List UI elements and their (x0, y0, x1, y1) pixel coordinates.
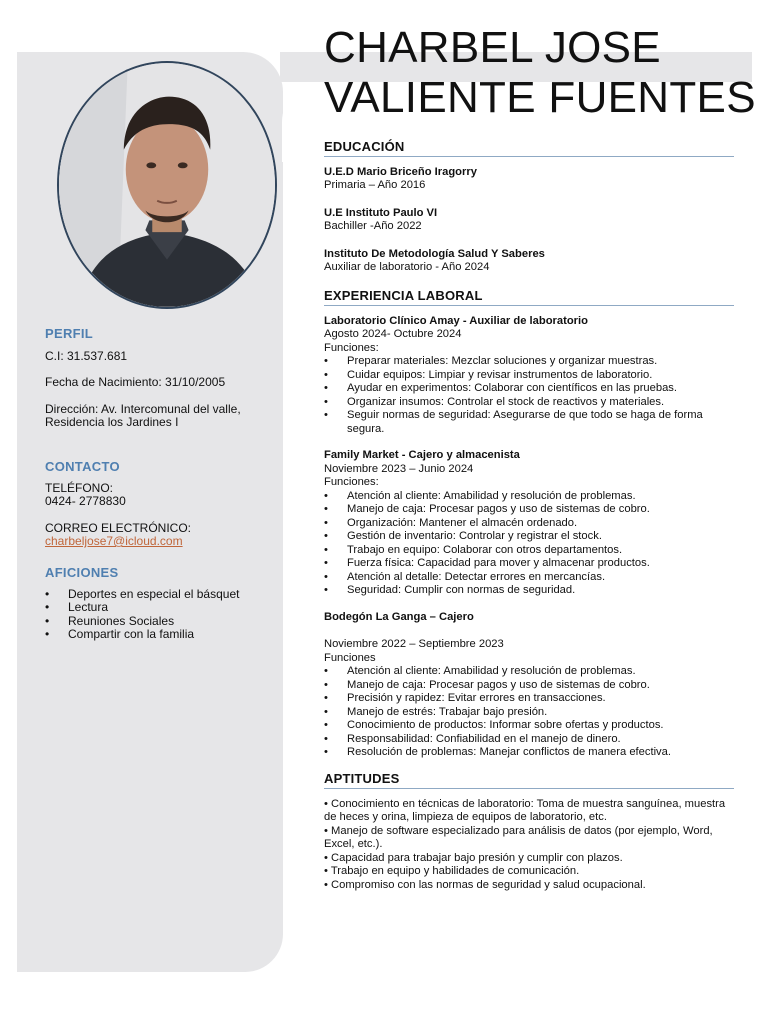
list-item: • Seguridad: Cumplir con normas de seguridad. (324, 584, 734, 598)
list-item: • Precisión y rapidez: Evitar errores en transacciones. (324, 692, 734, 706)
aptitude-item: • Compromiso con las normas de seguridad y salud ocupacional. (324, 878, 646, 891)
list-item: • Compartir con la familia (45, 628, 275, 642)
list-item: • Organizar insumos: Controlar el stock de reactivos y materiales. (324, 396, 734, 410)
list-item: • Atención al cliente: Amabilidad y resolución de problemas. (324, 665, 734, 679)
education-detail: Auxiliar de laboratorio - Año 2024 (324, 261, 490, 273)
name-line-2: VALIENTE FUENTES (324, 73, 756, 122)
job-title: Laboratorio Clínico Amay - Auxiliar de laboratorio (324, 314, 588, 327)
profile-photo-illustration (59, 63, 275, 307)
name-line-1: CHARBEL JOSE (324, 23, 661, 72)
job-functions-label: Funciones: (324, 476, 379, 488)
job-dates: Noviembre 2023 – Junio 2024 (324, 462, 474, 475)
list-item: • Atención al detalle: Detectar errores en mercancías. (324, 571, 734, 585)
list-item: • Seguir normas de seguridad: Asegurarse de que todo se haga de forma segura. (324, 409, 734, 436)
job-dates: Agosto 2024- Octubre 2024 (324, 328, 462, 340)
perfil-address-line-2: Residencia los Jardines I (45, 415, 179, 429)
list-item: • Trabajo en equipo: Colaborar con otros departamentos. (324, 544, 734, 558)
job-title: Bodegón La Ganga – Cajero (324, 610, 474, 623)
job-functions-label: Funciones (324, 651, 376, 664)
list-item: • Atención al cliente: Amabilidad y resolución de problemas. (324, 490, 734, 504)
email-label: CORREO ELECTRÓNICO: (45, 520, 192, 535)
phone-number: 0424- 2778830 (45, 494, 126, 508)
aficiones-list (45, 588, 275, 642)
aptitude-item: • Conocimiento en técnicas de laboratorio: Toma de muestra sanguínea, muestra de heces y orina, limpieza de equipos de laboratorio, etc. (324, 797, 726, 823)
aptitude-item: • Trabajo en equipo y habilidades de comunicación. (324, 865, 580, 877)
aptitude-item: • Capacidad para trabajar bajo presión y cumplir con plazos. (324, 851, 623, 864)
experiencia-heading: EXPERIENCIA LABORAL (324, 289, 734, 306)
list-item: • Resolución de problemas: Manejar conflictos de manera efectiva. (324, 746, 734, 760)
job-functions-list (324, 355, 734, 436)
list-item: • Conocimiento de productos: Informar sobre ofertas y productos. (324, 719, 734, 733)
perfil-ci: C.I: 31.537.681 (45, 348, 128, 363)
list-item: • Ayudar en experimentos: Colaborar con científicos en las pruebas. (324, 382, 734, 396)
list-item: • Manejo de caja: Procesar pagos y uso de sistemas de cobro. (324, 503, 734, 517)
perfil-birth: Fecha de Nacimiento: 31/10/2005 (45, 375, 226, 389)
perfil-heading: PERFIL (45, 326, 94, 341)
email-link[interactable]: charbeljose7@icloud.com (45, 534, 183, 548)
perfil-section (45, 327, 275, 430)
list-item: • Cuidar equipos: Limpiar y revisar instrumentos de laboratorio. (324, 369, 734, 383)
list-item: • Lectura (45, 601, 275, 615)
list-item: • Reuniones Sociales (45, 615, 275, 629)
educacion-section (324, 140, 734, 275)
list-item: • Manejo de caja: Procesar pagos y uso de sistemas de cobro. (324, 679, 734, 693)
profile-photo (57, 61, 277, 309)
list-item: • Gestión de inventario: Controlar y registrar el stock. (324, 530, 734, 544)
candidate-name (324, 23, 754, 123)
list-item: • Fuerza física: Capacidad para mover y almacenar productos. (324, 557, 734, 571)
educacion-heading: EDUCACIÓN (324, 140, 734, 157)
aficiones-section (45, 566, 275, 642)
education-school: U.E.D Mario Briceño Iragorry (324, 165, 477, 178)
education-detail: Bachiller -Año 2022 (324, 220, 422, 232)
education-school: Instituto De Metodología Salud Y Saberes (324, 247, 545, 260)
aptitudes-section (324, 772, 734, 892)
list-item: • Responsabilidad: Confiabilidad en el manejo de dinero. (324, 733, 734, 747)
experiencia-section (324, 289, 734, 760)
education-school: U.E Instituto Paulo VI (324, 206, 438, 219)
aficiones-heading: AFICIONES (45, 565, 119, 580)
contacto-heading: CONTACTO (45, 459, 120, 474)
education-detail: Primaria – Año 2016 (324, 179, 426, 191)
list-item: • Manejo de estrés: Trabajar bajo presión. (324, 706, 734, 720)
perfil-address-line-1: Dirección: Av. Intercomunal del valle, (45, 401, 241, 416)
list-item: • Deportes en especial el básquet (45, 588, 275, 602)
contacto-section (45, 460, 275, 549)
phone-label: TELÉFONO: (45, 480, 114, 495)
job-functions-list (324, 490, 734, 598)
job-functions-list (324, 665, 734, 760)
list-item: • Organización: Mantener el almacén ordenado. (324, 517, 734, 531)
aptitudes-heading: APTITUDES (324, 772, 734, 789)
job-dates: Noviembre 2022 – Septiembre 2023 (324, 638, 504, 650)
job-functions-label: Funciones: (324, 341, 379, 354)
job-title: Family Market - Cajero y almacenista (324, 449, 520, 461)
aptitude-item: • Manejo de software especializado para análisis de datos (por ejemplo, Word, Excel, etc.). (324, 824, 713, 850)
list-item: • Preparar materiales: Mezclar soluciones y organizar muestras. (324, 355, 734, 369)
